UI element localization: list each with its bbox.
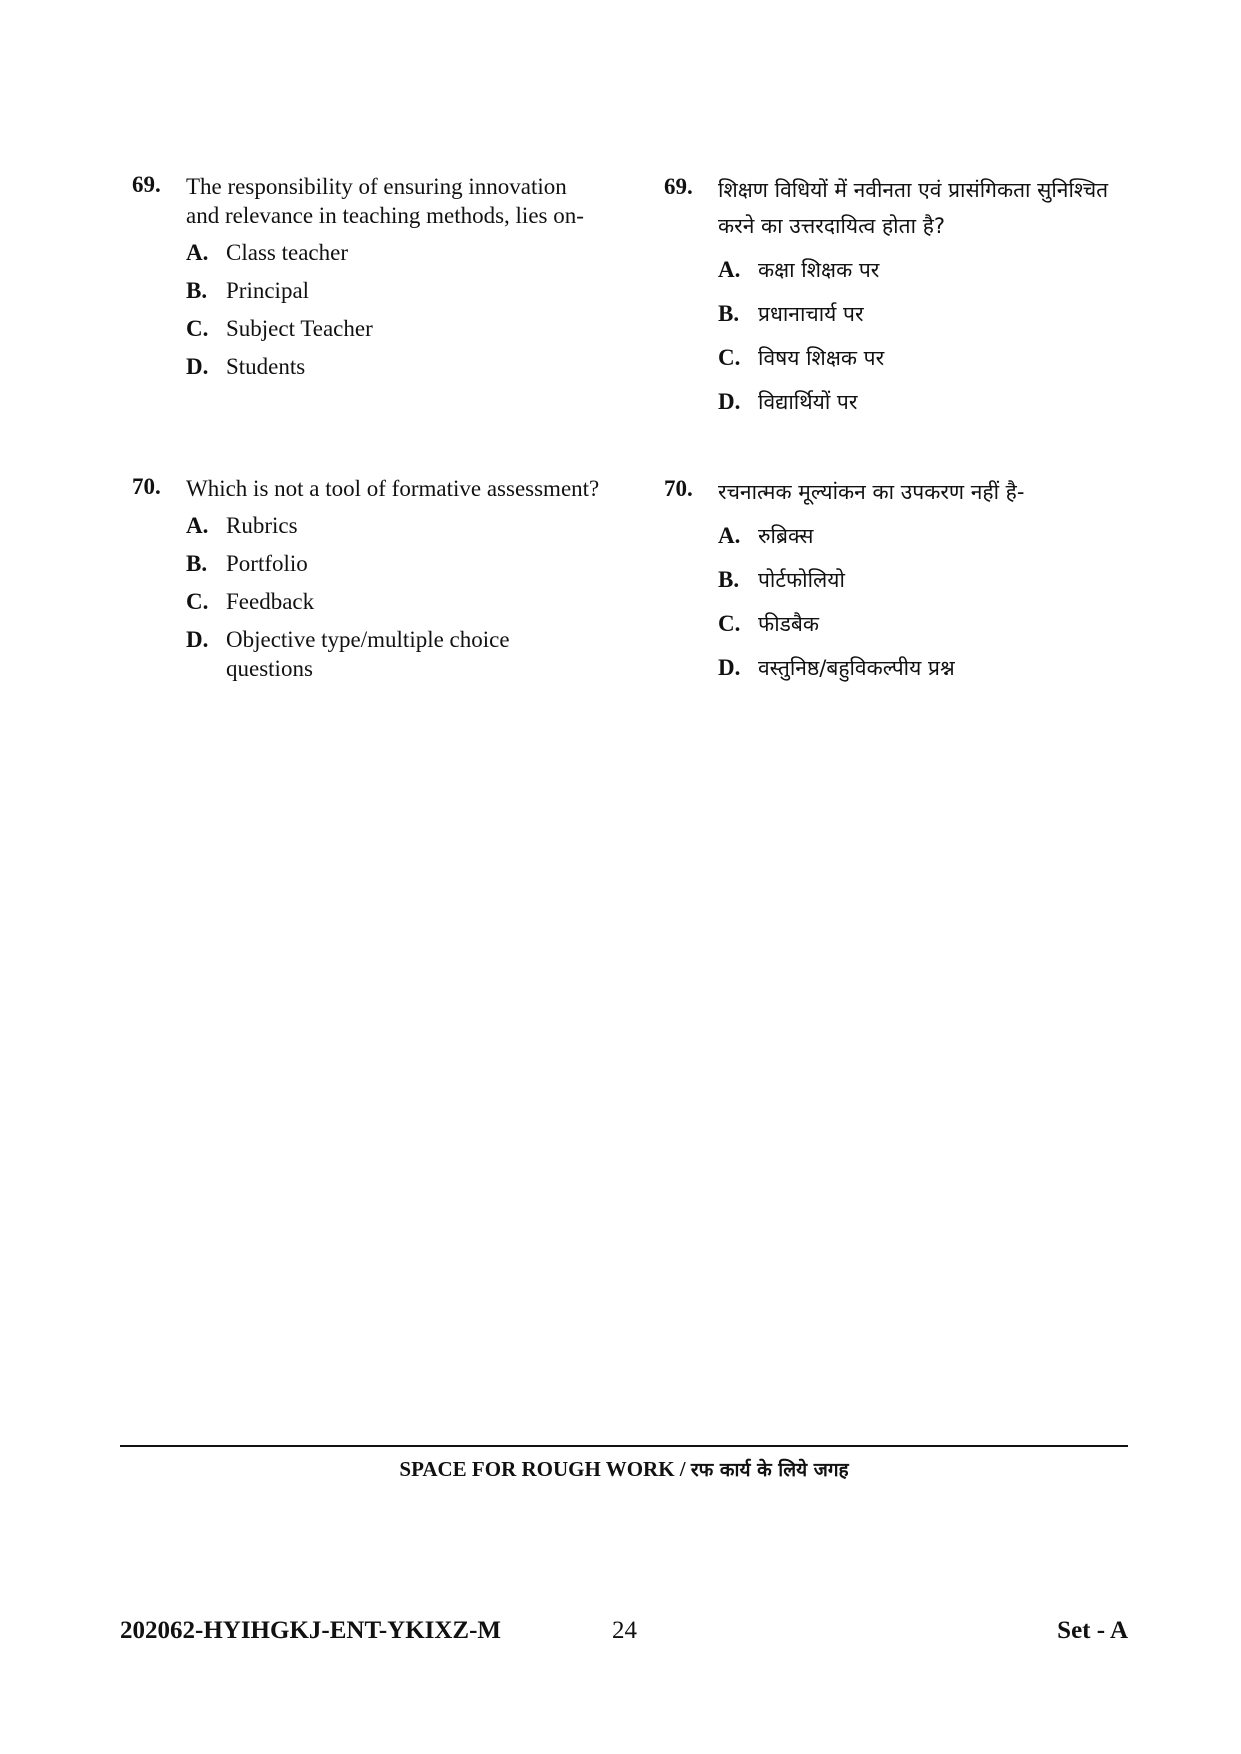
option-c[interactable]	[718, 340, 1124, 376]
option-text: प्रधानाचार्य पर	[758, 302, 864, 326]
options-list	[718, 518, 1124, 686]
option-letter: A.	[718, 523, 741, 548]
options-list	[718, 252, 1124, 420]
question-text: The responsibility of ensuring innovation and relevance in teaching methods, lies on-	[186, 174, 584, 228]
rough-work-heading	[120, 1456, 1128, 1482]
option-text: Subject Teacher	[226, 316, 373, 341]
option-letter: C.	[718, 345, 741, 370]
option-b[interactable]	[186, 276, 602, 305]
set-label: Set - A	[1057, 1617, 1128, 1644]
option-d[interactable]	[186, 625, 602, 683]
options-list	[186, 511, 602, 683]
question-number: 70.	[132, 474, 161, 499]
rough-work-en: SPACE FOR ROUGH WORK /	[399, 1457, 686, 1481]
question-number: 69.	[132, 172, 161, 197]
option-letter: B.	[718, 567, 740, 592]
page-number: 24	[612, 1617, 637, 1644]
rough-work-divider	[120, 1445, 1128, 1447]
option-text: Principal	[226, 278, 310, 303]
option-text: फीडबैक	[758, 612, 819, 636]
option-letter: A.	[186, 240, 209, 265]
option-letter: D.	[186, 354, 209, 379]
option-letter: A.	[186, 513, 209, 538]
option-c[interactable]	[186, 587, 602, 616]
question-number: 70.	[664, 476, 693, 501]
option-b[interactable]	[718, 296, 1124, 332]
option-letter: A.	[718, 257, 741, 282]
option-text: Class teacher	[226, 240, 348, 265]
question-text: शिक्षण विधियों में नवीनता एवं प्रासंगिकता सुनिश्चित करने का उत्तरदायित्व होता है?	[718, 178, 1109, 238]
option-c[interactable]	[718, 606, 1124, 642]
option-letter: B.	[186, 551, 208, 576]
hindi-column	[664, 172, 1124, 680]
option-d[interactable]	[186, 352, 602, 381]
option-text: वस्तुनिष्ठ/बहुविकल्पीय प्रश्न	[758, 656, 955, 680]
option-a[interactable]	[718, 252, 1124, 288]
option-text: Portfolio	[226, 551, 308, 576]
option-text: पोर्टफोलियो	[758, 568, 845, 592]
question-70-hi	[664, 474, 1124, 694]
option-text: Feedback	[226, 589, 315, 614]
option-a[interactable]	[718, 518, 1124, 554]
option-text: रुब्रिक्स	[758, 524, 814, 548]
english-column	[132, 172, 602, 681]
option-a[interactable]	[186, 511, 602, 540]
option-letter: B.	[186, 278, 208, 303]
option-letter: D.	[718, 389, 741, 414]
option-b[interactable]	[186, 549, 602, 578]
option-text: Rubrics	[226, 513, 298, 538]
question-70-en	[132, 474, 602, 692]
question-69-hi	[664, 172, 1124, 420]
option-text: कक्षा शिक्षक पर	[758, 258, 880, 282]
option-letter: D.	[718, 655, 741, 680]
option-d[interactable]	[718, 650, 1124, 686]
rough-work-hi: रफ कार्य के लिये जगह	[690, 1459, 849, 1481]
question-69-en	[132, 172, 602, 381]
option-letter: B.	[718, 301, 740, 326]
option-text: विषय शिक्षक पर	[758, 346, 885, 370]
option-a[interactable]	[186, 238, 602, 267]
option-letter: C.	[186, 316, 209, 341]
option-c[interactable]	[186, 314, 602, 343]
option-letter: C.	[186, 589, 209, 614]
option-text: विद्यार्थियों पर	[758, 390, 858, 414]
paper-code: 202062-HYIHGKJ-ENT-YKIXZ-M	[120, 1617, 502, 1644]
question-text: रचनात्मक मूल्यांकन का उपकरण नहीं है-	[718, 480, 1025, 504]
option-b[interactable]	[718, 562, 1124, 598]
option-text: Objective type/multiple choice questions	[226, 627, 510, 681]
option-letter: D.	[186, 627, 209, 652]
question-text: Which is not a tool of formative assessment?	[186, 476, 600, 501]
option-letter: C.	[718, 611, 741, 636]
option-text: Students	[226, 354, 306, 379]
options-list	[186, 238, 602, 381]
option-d[interactable]	[718, 384, 1124, 420]
question-number: 69.	[664, 174, 693, 199]
